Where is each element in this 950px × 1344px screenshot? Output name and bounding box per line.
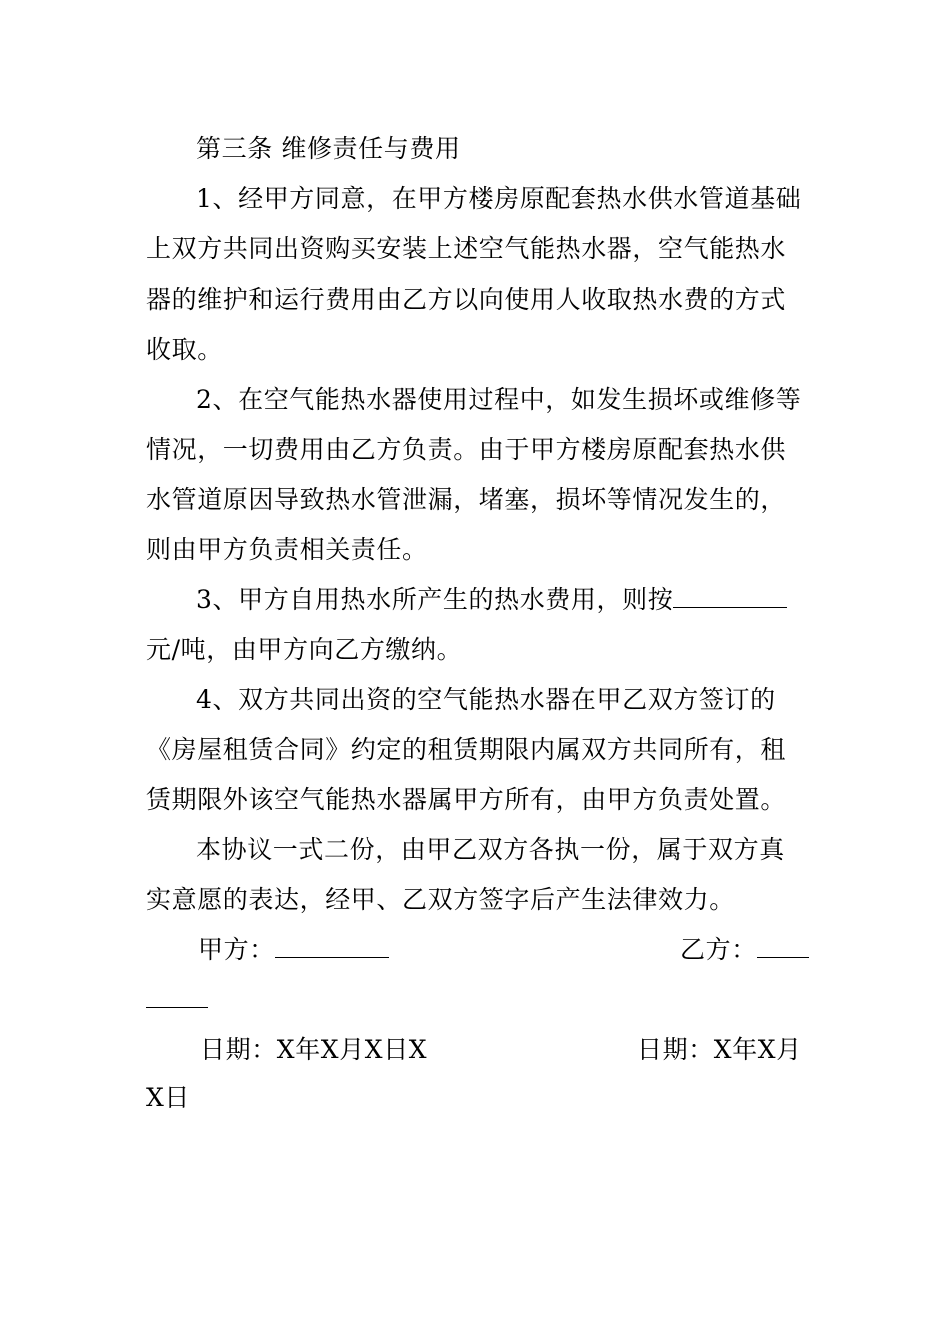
- party-b-signature: [680, 934, 809, 966]
- party-b-date-line-1: 日期：X年X月: [637, 1035, 802, 1064]
- clause-1-line-3: 器的维护和运行费用由乙方以向使用人收取热水费的方式: [146, 285, 787, 314]
- clause-2-line-3: 水管道原因导致热水管泄漏，堵塞，损坏等情况发生的，: [146, 485, 787, 514]
- clause-1-line-1: 1、经甲方同意，在甲方楼房原配套热水供水管道基础: [196, 184, 802, 213]
- closing-line-2: 实意愿的表达，经甲、乙双方签字后产生法律效力。: [146, 885, 735, 914]
- clause-4-line-2: 《房屋租赁合同》约定的租赁期限内属双方共同所有，租: [146, 735, 787, 764]
- clause-2-line-2: 情况，一切费用由乙方负责。由于甲方楼房原配套热水供: [146, 435, 787, 464]
- clause-3-line-1: [196, 584, 806, 616]
- closing-line-1: 本协议一式二份，由甲乙双方各执一份，属于双方真: [196, 835, 785, 864]
- clause-1-line-4: 收取。: [146, 335, 223, 364]
- party-b-date-line-2: X日: [146, 1083, 190, 1112]
- clause-4-line-3: 赁期限外该空气能热水器属甲方所有，由甲方负责处置。: [146, 785, 787, 814]
- party-a-label: 甲方：: [198, 935, 275, 964]
- party-b-signature-blank: [757, 935, 809, 958]
- clause-1-line-2: 上双方共同出资购买安装上述空气能热水器，空气能热水: [146, 234, 787, 263]
- party-b-label: 乙方：: [680, 935, 757, 964]
- clause-2-line-1: 2、在空气能热水器使用过程中，如发生损坏或维修等: [196, 385, 802, 414]
- price-blank-underline: [673, 585, 787, 608]
- clause-4-line-1: 4、双方共同出资的空气能热水器在甲乙双方签订的: [196, 685, 776, 714]
- clause-2-line-4: 则由甲方负责相关责任。: [146, 535, 428, 564]
- party-a-signature-blank: [275, 935, 389, 958]
- section-heading: 第三条 维修责任与费用: [196, 134, 461, 163]
- party-a-signature: [198, 934, 389, 966]
- party-b-signature-blank-continued: [146, 984, 208, 1016]
- party-a-date: 日期：X年X月X日X: [200, 1035, 428, 1064]
- clause-3-line-2: 元/吨，由甲方向乙方缴纳。: [146, 635, 463, 664]
- clause-3-text: 3、甲方自用热水所产生的热水费用，则按: [196, 585, 674, 614]
